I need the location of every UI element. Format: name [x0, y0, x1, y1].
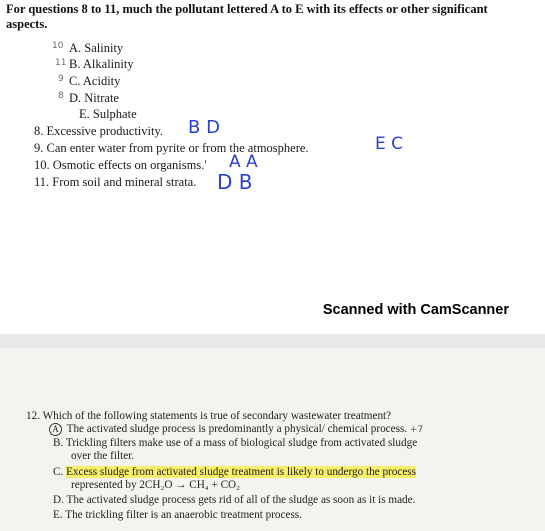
highlighted-option-12c-text: Excess sludge from activated sludge treatment is likely to undergo the process	[66, 466, 416, 478]
option-letter: E.	[53, 509, 63, 521]
option-12d	[53, 494, 415, 507]
handwritten-answer-9: E C	[375, 134, 404, 154]
option-letter: D.	[53, 494, 64, 506]
answer-circle: A	[49, 423, 62, 436]
option-12d-text: The activated sludge process gets rid of all of the sludge as soon as it is made.	[66, 494, 416, 506]
option-a: A. Salinity	[69, 41, 124, 55]
handwritten-answer-10: A A	[229, 152, 258, 172]
option-12e-text: The trickling filter is an anaerobic treatment process.	[65, 509, 302, 521]
option-d: D. Nitrate	[69, 91, 119, 105]
option-e: E. Sulphate	[79, 107, 137, 121]
option-c: C. Acidity	[69, 74, 121, 88]
option-letter: C.	[53, 466, 64, 478]
option-12b-cont: over the filter.	[71, 450, 135, 462]
option-12a	[49, 423, 423, 437]
question-11: 11. From soil and mineral strata.	[34, 175, 197, 189]
option-12e	[53, 509, 302, 522]
option-b: B. Alkalinity	[69, 57, 134, 71]
instructions-line-1: For questions 8 to 11, much the pollutant lettered A to E with its effects or other significant	[6, 2, 488, 16]
option-12b-text: Trickling filters make use of a mass of biological sludge from activated sludge	[65, 437, 418, 449]
margin-note: +7	[409, 425, 424, 435]
camscanner-watermark: Scanned with CamScanner	[322, 302, 509, 318]
option-12a-text: The activated sludge process is predominantly a physical/ chemical process.	[66, 423, 408, 435]
question-8: 8. Excessive productivity.	[34, 124, 164, 138]
handwritten-answer-8: B D	[188, 117, 220, 138]
scanned-page-2	[0, 348, 545, 531]
option-12c	[53, 466, 416, 479]
margin-note: 8	[58, 91, 64, 101]
handwritten-answer-11: D B	[217, 170, 253, 194]
page-separator	[0, 334, 545, 348]
margin-note: 10	[52, 41, 64, 51]
question-9: 9. Can enter water from pyrite or from the atmosphere.	[34, 141, 309, 155]
option-12b	[53, 437, 417, 450]
margin-note: 9	[58, 74, 64, 84]
question-12: 12. Which of the following statements is true of secondary wastewater treatment?	[26, 410, 392, 422]
instructions-header	[6, 2, 526, 32]
instructions-line-2: aspects.	[6, 17, 48, 31]
option-12c-cont: represented by 2CH₂O → CH₄ + CO₂	[71, 479, 241, 491]
margin-note: 11	[55, 58, 67, 68]
option-letter: B.	[53, 437, 64, 449]
question-10: 10. Osmotic effects on organisms.'	[34, 158, 207, 172]
